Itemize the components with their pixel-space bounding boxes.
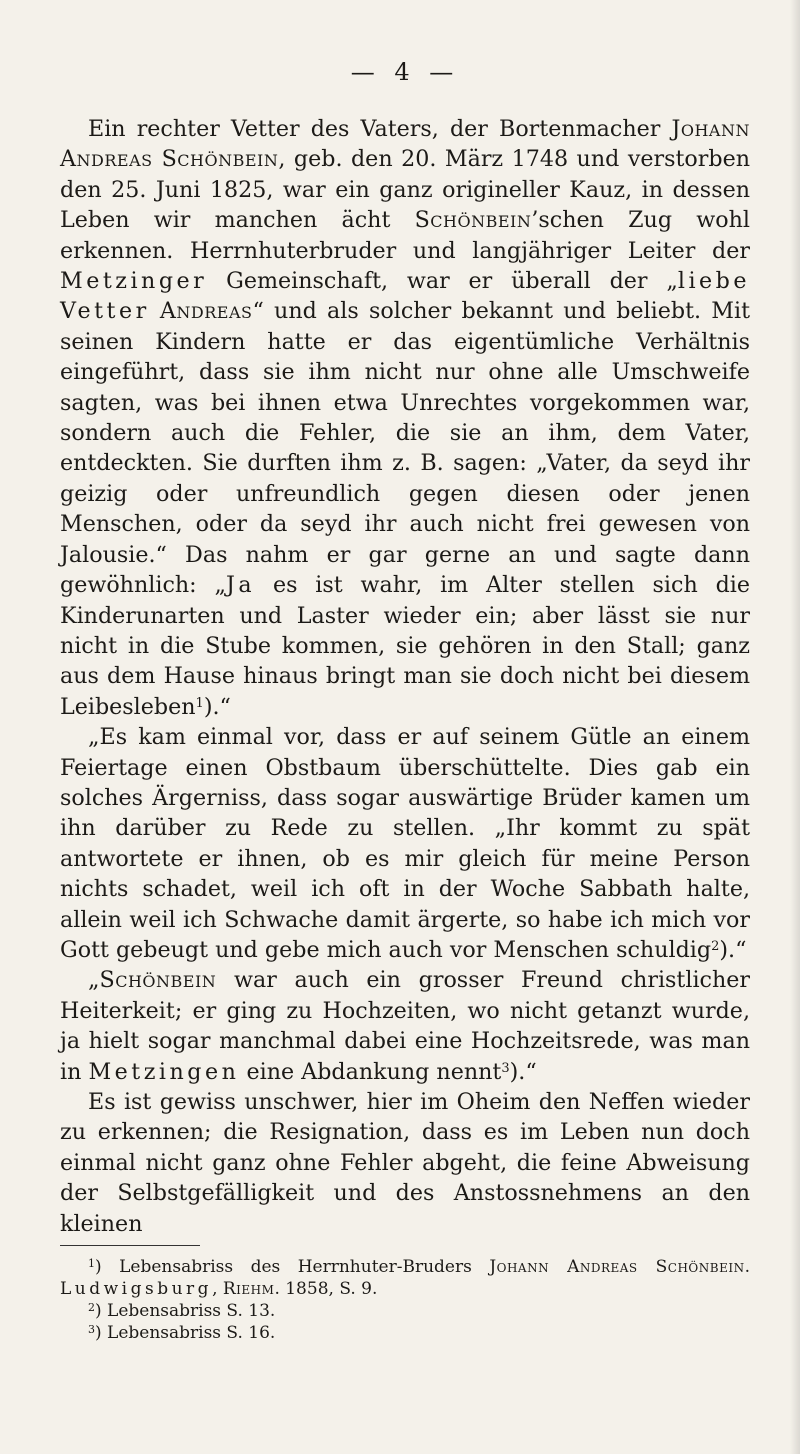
footnote-divider [60,1245,200,1246]
text-run: . [744,1257,750,1278]
page-edge-shadow [790,0,800,1454]
spaced-place-name: Metzingen [88,1058,240,1085]
paragraph-2 [60,722,750,965]
main-text [60,114,750,1239]
footnotes [60,1256,750,1344]
text-run: ).“ [509,1058,537,1085]
spaced-place-name: Ludwigsburg [60,1279,213,1300]
publisher-name: Riehm [222,1279,275,1300]
person-name: Johann Andreas Schönbein [60,116,750,173]
paragraph-1 [60,114,750,722]
footnote-ref-2[interactable]: 2 [711,938,720,954]
text-run: “ und als solcher bekannt und beliebt. Mit seinen Kindern hatte er das eigentümliche Verhältnis eingeführt, dass sie ihm nicht nur ohne alle Umschweife sagten, was bei ihnen etwa Unrechtes vorgekommen war, sondern auch die Fehler, die sie an ihm, dem Vater, entdeckten. Sie durften ihm z. B. sagen: „Vater, da seyd ihr geizig oder unfreundlich gegen diesen oder jenen Menschen, oder da seyd ihr auch nicht frei gewesen von Jalousie.“ Das nahm er gar gerne an und sagte dann gewöhnlich: „ [60,298,750,599]
text-run: es ist wahr, im Alter stellen sich die Kinderunarten und Laster wieder ein; aber lässt sie nur nicht in die Stube kommen, sie gehören in den Stall; ganz aus dem Hause hinaus bringt man sie doch nicht bei diesem Leibesleben [60,572,750,720]
text-run: ) Lebensabriss des Herrnhuter-Bruders [95,1257,490,1278]
text-run: ) Lebensabriss S. 16. [95,1323,276,1344]
text-run: Gemeinschaft, war er überall der „ [207,268,678,295]
footnote-1 [60,1256,750,1300]
page-number: — 4 — [350,58,460,86]
text-run: , geb. den 20. März 1748 und verstorben den 25. Juni 1825, war ein ganz origineller Kauz, in dessen Leben wir manchen ächt [60,146,750,234]
text-run: . 1858, S. 9. [274,1279,378,1300]
footnote-3 [60,1322,750,1344]
person-name: Schönbein [414,207,532,234]
footnote-ref-3[interactable]: 3 [501,1060,510,1076]
text-run: ).“ [203,693,231,720]
footnote-number: 2 [88,1301,95,1315]
text-run: ’schen Zug wohl erkennen. Herrnhuterbruder und langjähriger Leiter der [60,207,750,264]
footnote-number: 3 [88,1323,95,1337]
text-run: , [212,1279,223,1300]
footnote-ref-1[interactable]: 1 [195,695,204,711]
spaced-place-name: Metzinger [60,268,208,295]
text-run: Ein rechter Vetter des Vaters, der Bortenmacher [88,116,672,142]
spaced-emphasis: Ja [225,572,256,599]
text-run: „Es kam einmal vor, dass er auf seinem Gütle an einem Feiertage einen Obstbaum überschüttelte. Dies gab ein solches Ärgerniss, dass sogar auswärtige Brüder kamen um ihn darüber zu Rede zu stellen. „Ihr kommt zu spät antwortete er ihnen, ob es mir gleich für meine Person nichts schadet, weil ich oft in der Woche Sabbath halte, allein weil ich Schwache damit ärgerte, so habe ich mich vor Gott gebeugt und gebe mich auch vor Menschen schuldig [60,724,750,963]
text-run: eine Abdankung nennt [239,1058,502,1085]
text-run: ).“ [719,936,747,963]
text-run: ) Lebensabriss S. 13. [95,1301,276,1322]
person-name: Schönbein [99,967,217,994]
paragraph-3 [60,965,750,1087]
text-run [150,298,160,324]
person-name: Johann Andreas Schönbein [489,1257,745,1278]
paragraph-4 [60,1087,750,1239]
book-page [60,58,750,1344]
text-run: war auch ein grosser Freund christlicher Heiterkeit; er ging zu Hochzeiten, wo nicht getanzt wurde, ja hielt sogar manchmal dabei eine Hochzeitsrede, was man in [60,967,750,1085]
footnote-number: 1 [88,1257,95,1271]
footnote-2 [60,1300,750,1322]
person-name: Andreas [159,298,253,325]
text-run: „ [88,967,100,994]
text-run: Es ist gewiss unschwer, hier im Oheim den Neffen wieder zu erkennen; die Resignation, dass es im Leben nun doch einmal nicht ganz ohne Fehler abgeht, die feine Abweisung der Selbstgefälligkeit und des Anstossnehmens an den kleinen [60,1089,750,1237]
spaced-emphasis: liebe Vetter [60,268,750,325]
